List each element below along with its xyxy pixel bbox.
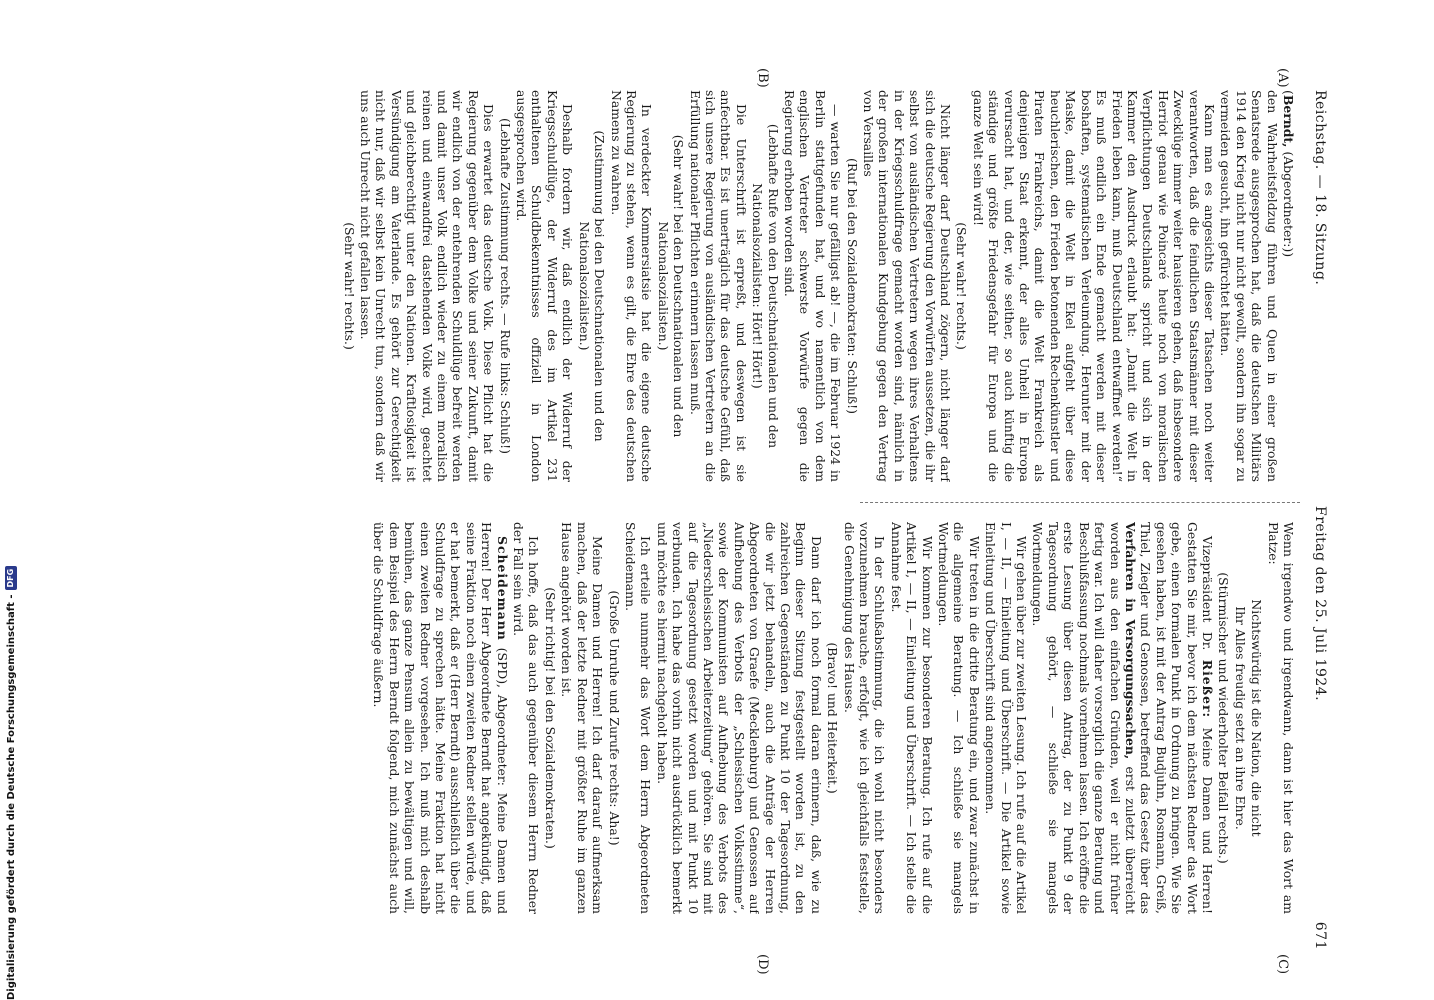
margin-marker-c: (C) xyxy=(1275,954,1290,975)
paragraph: Ich erteile nunmehr das Wort dem Herrn Abgeordneten Scheidemann. xyxy=(622,522,654,914)
interjection: (Lebhafte Rufe von den Deutschnationalen und den Nationalsozialisten: Hört! Hört!) xyxy=(750,123,781,449)
dfg-logo: DFG xyxy=(5,566,17,591)
interjection: (Stürmischer und wiederholter Beifall rechts.) xyxy=(1216,572,1232,864)
speaker-name: Berndt, xyxy=(1281,94,1296,148)
interjection: (Bravo! und Heiterkeit.) xyxy=(825,642,841,794)
margin-marker-a: (A) xyxy=(1275,68,1290,88)
interjection: (Sehr richtig! bei den Sozialdemokraten.) xyxy=(542,587,558,849)
paragraph: den Wahrheitsfeldzug führen und Quen in einer großen Senatsrede ausgesprochen hat, daß die deutschen Militärs 1914 den Krieg nicht nur nicht gewollt, sondern ihn sogar zu vermeiden gesucht, ihn gefürchtet hätten. xyxy=(1218,90,1280,482)
interjection: (Zustimmung bei den Deutschnationalen und den Nationalsozialisten.) xyxy=(576,130,608,442)
left-column xyxy=(146,90,1296,482)
paragraph: Dann darf ich noch formal daran erinnern, daß, wie zu Beginn dieser Sitzung festgestellt worden ist, zu den zahlreichen Gegenständen zu Punkt 10 der Tagesordnung, die wir jetzt behandeln, auch die Anträge der Herren Abgeordneten von Graefe (Mecklenburg) und Genossen auf Aufhebung des Verbots der „Schlesischen Volksstimme“, sowie der Kommunisten auf Aufhebung des Verbots des „Niederschlesischen Arbeiterzeitung“ gehören. Sie sind mit auf die Tagesordnung gesetzt worden und mit Punkt 10 verbunden. Ich habe das vorhin nicht ausdrücklich bemerkt und möchte es hiermit nachgeholt haben. xyxy=(654,522,824,914)
paragraph: Deshalb fordern wir, daß endlich der Widerruf der Kriegsschuldlüge, der Widerruf des im Artikel 231 enthaltenen Schuldbekenntnisses offiziell in London ausgesprochen wird. xyxy=(514,90,576,482)
header-date: Freitag den 25. Juli 1924. xyxy=(1311,506,1328,702)
paragraph: Dies erwartet das deutsche Volk. Diese Pflicht hat die Regierung gegenüber dem Volke und seiner Zukunft, damit wir endlich von der entehrenden Schuldlüge befreit werden und damit unser Volk endlich wieder zu einem moralisch reinen und einwandfrei dastehenden Volke wird, geachtet und gleichberechtigt unter den Nationen. Kraftlosigkeit ist Versündigung am Vaterlande. Es gehört zur Gerechtigkeit nicht nur, daß wir selbst kein Unrecht tun, sondern daß wir uns auch Unrecht nicht gefallen lassen. xyxy=(358,90,497,482)
paragraph: Wir treten in die dritte Beratung ein, und zwar zunächst in die allgemeine Beratung. — Ich schließe sie mangels Wortmeldungen. xyxy=(936,522,982,914)
margin-marker-b: (B) xyxy=(755,68,770,88)
interjection: (Ruf bei den Sozialdemokraten: Schluß!) xyxy=(844,158,860,414)
header-title: Reichstag. — 18. Sitzung. xyxy=(1311,90,1328,286)
interjection: (Sehr wahr! bei den Deutschnationalen und den Nationalsozialisten.) xyxy=(655,134,687,438)
interjection: (Sehr wahr! rechts.) xyxy=(954,222,970,350)
paragraph: — warten Sie nur gefälligst ab! —, die im Februar 1924 in Berlin stattgefunden hat, und wo namentlich von dem englischen Vertreter schwerste Vorwürfe gegen die Regierung erhoben worden sind. xyxy=(782,90,844,482)
paragraph xyxy=(1030,522,1215,914)
rotated-page xyxy=(140,68,1330,975)
presiding-title: Vizepräsident Dr. xyxy=(1199,536,1215,651)
page-number: 671 xyxy=(1311,921,1328,950)
paragraph: Wenn irgendwo und irgendwann, dann ist hier das Wort am Platze: xyxy=(1265,522,1296,914)
paragraph-text: (SPD), Abgeordneter: Meine Damen und Herren! Der Herr Abgeordnete Berndt hat angekündigt, daß seine Fraktion noch einen zweiten Redner stellen würde, und er hat bemerkt, daß er (Herr Berndt) ausschließlich über die Schuldfrage zu sprechen hätte. Meine Fraktion hat nicht einen zweiten Redner vorgesehen. Ich muß mich deshalb bemühen, das ganze Pensum allein zu bewältigen und will, dem Beispiel des Herrn Berndt folgend, mich zunächst auch über die Schuldfrage äußern. xyxy=(371,522,510,914)
paragraph: Kann man es angesichts dieser Tatsachen noch weiter verantworten, daß die feindlichen Staatsmänner mit dieser Zwecklüge immer weiter hausieren gehen, daß insbesondere Herriot genau wie Poincaré heute noch von moralischen Verpflichtungen Deutschlands spricht und sich in der Kammer den Ausdruck erlaubt hat: „Damit die Welt in Frieden leben kann, muß Deutschland entwaffnet werden!“ Es muß endlich ein Ende gemacht werden mit dieser boshaften, systematischen Verleumdung. Herunter mit der Maske, damit die Welt in Ekel aufgeht über diese heuchlerischen, den Frieden betonenden Rechenkünstler und Piraten Frankreichs, damit die Welt Frankreich als denjenigen Staat erkennt, der alles Unheil in Europa verursacht hat, und der, wie seither, so auch künftig die ständige und größte Friedensgefahr für Europa und die ganze Welt sein wird! xyxy=(970,90,1217,482)
speaker-note: (Abgeordneter:) xyxy=(1281,151,1296,253)
interjection: (Lebhafte Zustimmung rechts. — Rufe links: Schluß!) xyxy=(497,118,513,454)
margin-marker-d: (D) xyxy=(755,954,770,975)
paragraph: Die Unterschrift ist erpreßt, und deswegen ist sie anfechtbar. Es ist unerträglich für das deutsche Gefühl, daß sich unsere Regierung von ausländischen Vertretern an die Erfüllung nationaler Pflichten erinnern lassen muß. xyxy=(687,90,749,482)
paragraph: Wir kommen zur besonderen Beratung. Ich rufe auf die Artikel I, — II, — Einleitung und Überschrift. — Ich stelle die Annahme fest. xyxy=(888,522,935,914)
interjection: (Sehr wahr! rechts.) xyxy=(341,222,357,350)
paragraph xyxy=(371,522,510,914)
paragraph: Wir gehen über zur zweiten Lesung. Ich rufe auf die Artikel I, — II, — Einleitung und Überschrift. — Die Artikel sowie Einleitung und Überschrift sind angenommen. xyxy=(983,522,1030,914)
speaker-line: (Berndt, (Abgeordneter:)) xyxy=(1281,90,1296,258)
paragraph: In der Schlußabstimmung, die ich wohl nicht besonders vorzunehmen brauche, erfolgt, wie ich gleichfalls feststelle, die Genehmigung des Hauses. xyxy=(841,522,888,914)
interjection: (Große Unruhe und Zurufe rechts: Aha!) xyxy=(606,590,622,846)
paragraph: Nicht länger darf Deutschland zögern, nicht länger darf sich die deutsche Regierung den Vorwürfen aussetzen, die ihr selbst von ausländischen Vertretern wegen ihres Verhaltens in der Kriegsschuldfrage gemacht worden sind, nämlich in der großen internationalen Kundgebung gegen den Vertrag von Versailles xyxy=(861,90,954,482)
credit-text: Digitalisierung gefördert durch die Deutsche Forschungsgemeinschaft - xyxy=(5,594,17,1000)
paragraph: Ich hoffe, daß das auch gegenüber diesem Herrn Redner der Fall sein wird. xyxy=(511,522,542,914)
page-header xyxy=(1308,90,1330,950)
right-column xyxy=(146,522,1296,914)
speaker-name: Scheidemann xyxy=(494,536,510,641)
presiding-name: Rießer: xyxy=(1199,659,1215,719)
column-divider xyxy=(860,502,1300,503)
paragraph: Meine Damen und Herren! Ich darf darauf aufmerksam machen, daß der letzte Redner mit größter Ruhe im ganzen Hause angehört worden ist. xyxy=(559,522,606,914)
bill-title: Verfahren in Versorgungssachen, xyxy=(1122,522,1138,760)
paragraph: In verdeckter Kommersiatsie hat die eigene deutsche Regierung zu stehen, wenn es gilt, die Ehre des deutschen Namens zu wahren. xyxy=(608,90,655,482)
digitization-credit xyxy=(4,20,18,1000)
paragraph-text: erst zuletzt überreicht worden aus den einfachen Gründen, weil er nicht früher fertig war. Ich will daher vorsorglich die ganze Beratung und Beschlußfassung nochmals vornehmen lassen. Ich eröffne die erste Lesung über diesen Antrag, der zu Punkt 9 der Tagesordnung gehört, — schließe sie mangels Wortmeldungen. xyxy=(1030,522,1138,914)
verse-line: Nichtswürdig ist die Nation, die nicht xyxy=(1249,599,1265,837)
paragraph-text: Meine Damen und Herren! Gestatten Sie mir, bevor ich dem nächsten Redner das Wort gebe, einen formalen Punkt in Ordnung zu bringen. Wie Sie gesehen haben, ist mit der Antrag Budjuhn, Rosmann, Greiß, Thiel, Ziegler und Genossen, betreffend das Gesetz über das xyxy=(1138,522,1215,914)
verse-line: Ihr Alles freudig setzt an ihre Ehre. xyxy=(1232,606,1248,830)
